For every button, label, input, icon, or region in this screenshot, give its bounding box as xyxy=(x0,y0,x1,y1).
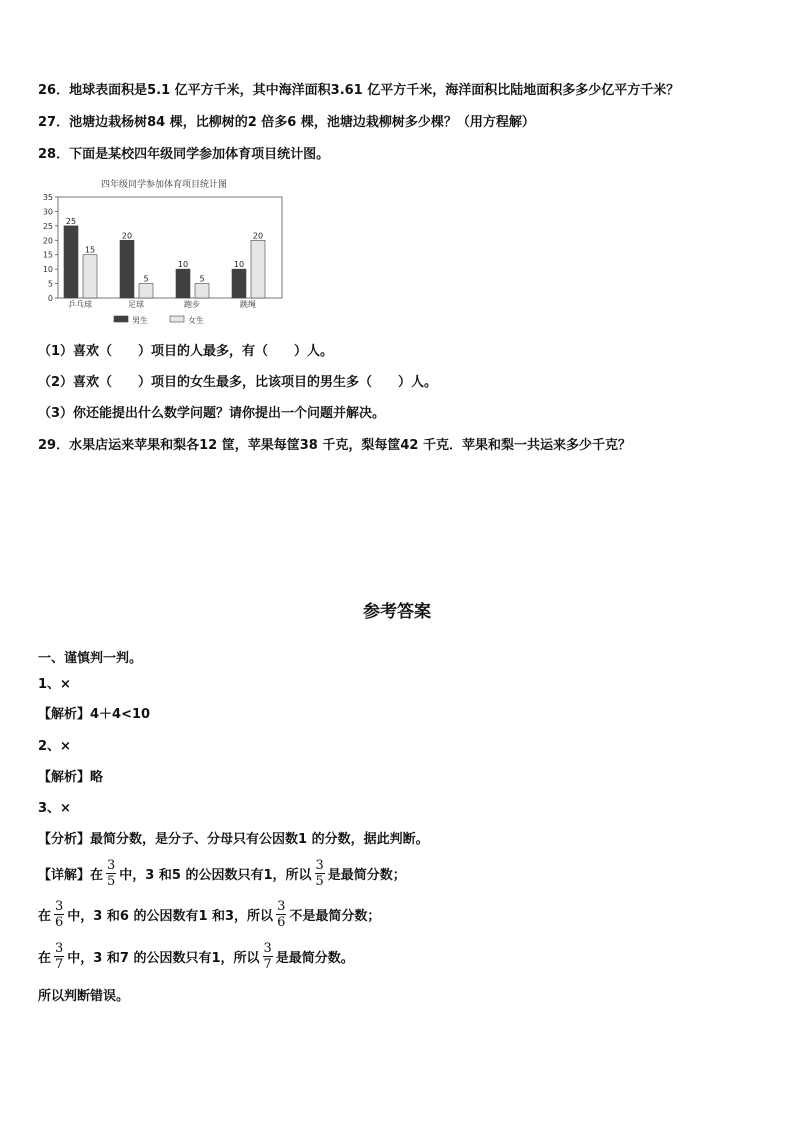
fraction-3-6: $\frac{3}{6}$ xyxy=(55,899,64,930)
conclusion: 所以判断错误。 xyxy=(38,989,130,1004)
bar xyxy=(64,226,78,298)
y-tick-label: 0 xyxy=(47,294,53,303)
x-tick-label: 足球 xyxy=(128,300,144,309)
y-tick-label: 20 xyxy=(42,236,53,246)
bar-value-label: 5 xyxy=(143,274,149,284)
bar-value-label: 25 xyxy=(65,216,77,226)
question-28-3: （3）你还能提出什么数学问题？请你提出一个问题并解决。 xyxy=(38,406,386,421)
bar-value-label: 10 xyxy=(177,260,189,270)
question-26: 26．地球表面积是5.1 亿平方千米，其中海洋面积3.61 亿平方千米，海洋面积比陆地面积多多少亿平方千米？ xyxy=(38,83,680,98)
x-tick-label: 跑步 xyxy=(184,300,200,309)
bar xyxy=(176,269,190,298)
bar-value-label: 15 xyxy=(84,245,96,255)
fraction-3-7-b: $\frac{3}{7}$ xyxy=(263,941,272,972)
bar xyxy=(139,284,153,298)
answer-1: 1、× xyxy=(38,677,71,692)
x-tick-label: 跳绳 xyxy=(240,300,256,309)
question-28-2: （2）喜欢（ ）项目的女生最多，比该项目的男生多（ ）人。 xyxy=(38,375,438,390)
fraction-3-6-b: $\frac{3}{6}$ xyxy=(277,899,286,930)
detail-line-2 xyxy=(38,899,380,930)
question-28-1: （1）喜欢（ ）项目的人最多，有（ ）人。 xyxy=(38,344,334,359)
bar-value-label: 20 xyxy=(252,231,264,241)
detail-line-2-end: 不是最简分数； xyxy=(289,909,381,924)
question-28: 28．下面是某校四年级同学参加体育项目统计图。 xyxy=(38,147,330,162)
bar xyxy=(83,255,97,298)
legend-label: 男生 xyxy=(132,316,148,325)
bar-value-label: 5 xyxy=(199,274,205,284)
detail-prefix: 【详解】在 xyxy=(38,868,104,883)
answers-heading: 参考答案 xyxy=(363,602,431,622)
detail-line-1-end: 是最简分数； xyxy=(327,868,406,883)
detail-line-1-mid: 中，3 和5 的公因数只有1，所以 xyxy=(119,868,312,883)
bar xyxy=(195,284,209,298)
bar xyxy=(120,240,134,298)
fraction-3-5-b: $\frac{3}{5}$ xyxy=(315,858,324,889)
detail-line-3-end: 是最简分数。 xyxy=(275,951,354,966)
y-tick-label: 25 xyxy=(42,221,53,231)
detail-line-1 xyxy=(38,858,406,889)
chart-title: 四年级同学参加体育项目统计图 xyxy=(100,180,228,190)
answer-3: 3、× xyxy=(38,801,71,816)
x-tick-label: 乒乓球 xyxy=(68,300,92,309)
answer-2-explain: 【解析】略 xyxy=(38,770,104,785)
detail-line-2-mid: 中，3 和6 的公因数有1 和3，所以 xyxy=(67,909,274,924)
fraction-3-7: $\frac{3}{7}$ xyxy=(55,941,64,972)
bar-value-label: 10 xyxy=(233,260,245,270)
bar-value-label: 20 xyxy=(121,231,133,241)
sports-bar-chart xyxy=(38,176,288,326)
legend-swatch xyxy=(170,316,184,322)
y-tick-label: 35 xyxy=(42,193,53,202)
y-tick-label: 5 xyxy=(47,279,53,289)
y-tick-label: 30 xyxy=(42,207,53,217)
bar xyxy=(232,269,246,298)
detail-line-3-prefix: 在 xyxy=(38,951,52,966)
legend-swatch xyxy=(114,316,128,322)
question-29: 29．水果店运来苹果和梨各12 筐，苹果每筐38 千克，梨每筐42 千克．苹果和梨一共运来多少千克？ xyxy=(38,438,631,453)
bar xyxy=(251,240,265,298)
detail-line-3 xyxy=(38,941,354,972)
question-27: 27．池塘边栽杨树84 棵，比柳树的2 倍多6 棵，池塘边栽柳树多少棵？（用方程解） xyxy=(38,115,535,130)
legend-label: 女生 xyxy=(188,316,204,325)
answer-1-explain: 【解析】4＋4<10 xyxy=(38,707,151,722)
detail-line-3-mid: 中，3 和7 的公因数只有1，所以 xyxy=(67,951,260,966)
answer-3-analysis: 【分析】最简分数，是分子、分母只有公因数1 的分数，据此判断。 xyxy=(38,832,429,847)
y-tick-label: 10 xyxy=(42,265,53,275)
fraction-3-5: $\frac{3}{5}$ xyxy=(107,858,116,889)
detail-line-2-prefix: 在 xyxy=(38,909,52,924)
section-heading: 一、谨慎判一判。 xyxy=(38,651,143,666)
y-tick-label: 15 xyxy=(42,250,53,260)
answer-2: 2、× xyxy=(38,739,71,754)
